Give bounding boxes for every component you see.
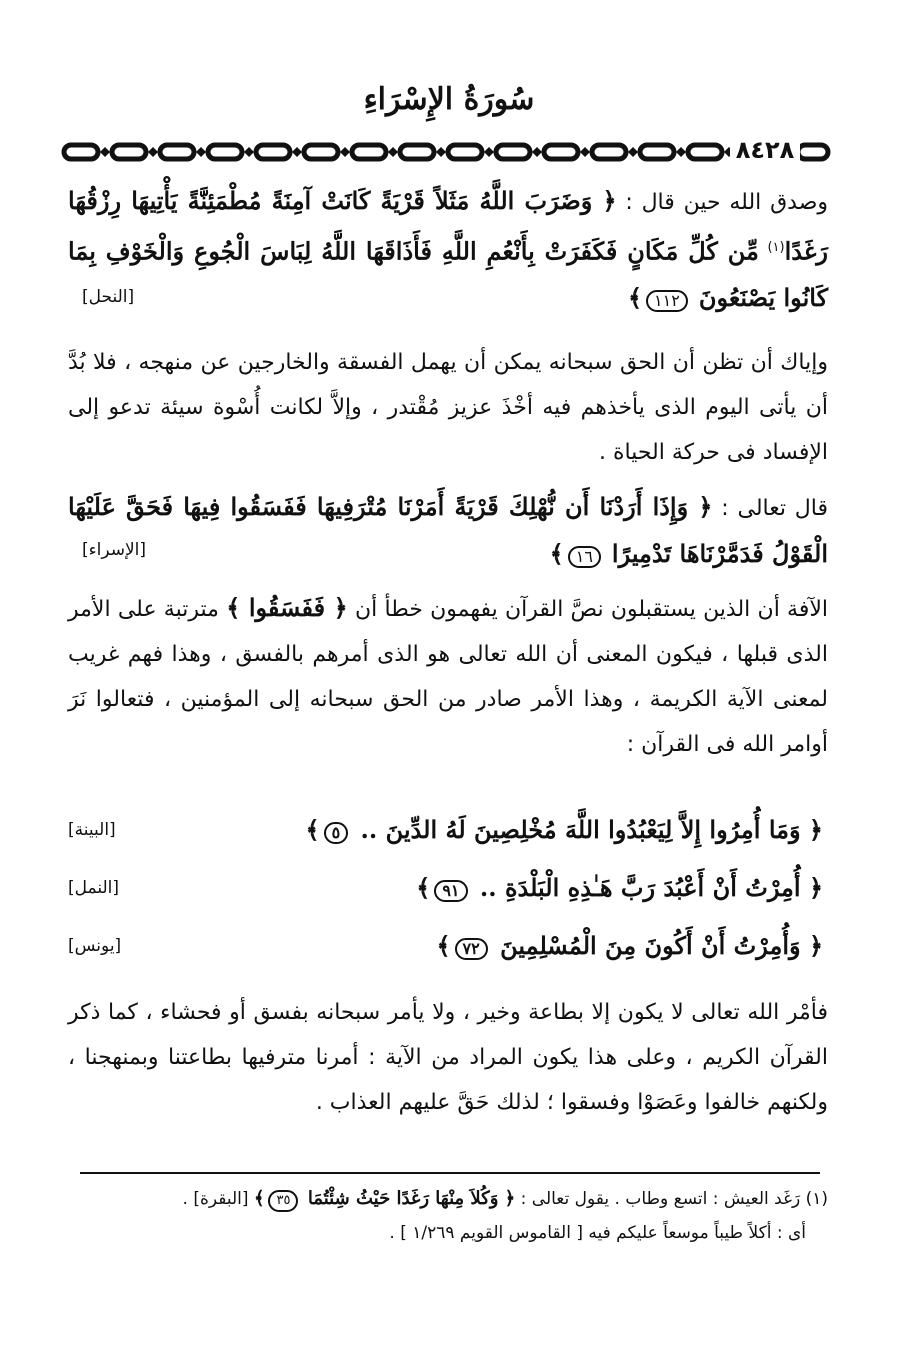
- verse-text-cont: مِّن كُلِّ مَكَانٍ فَكَفَرَتْ بِأَنْعُمِ اللَّهِ فَأَذَاقَهَا اللَّهُ لِبَاسَ الْجُوعِ وَالْخَوْفِ بِمَا كَانُوا يَصْنَعُونَ: [68, 236, 828, 313]
- para4-quote: ﴿ فَفَسَقُوا ﴾: [226, 593, 348, 622]
- verse-line-yunus: [68, 922, 823, 970]
- ayah-number: ٣٥: [268, 1190, 298, 1212]
- verse-text: ﴿ وَضَرَبَ اللَّهُ مَثَلاً قَرْيَةً كَانَتْ آمِنَةً مُطْمَئِنَّةً يَأْتِيهَا رِزْقُهَا رَغَدًا: [68, 186, 828, 266]
- lead-text: قال تعالى :: [721, 496, 828, 521]
- ayah-number: ٩١: [434, 880, 467, 902]
- footnote-separator: [80, 1172, 820, 1174]
- footnote-marker: (١): [767, 240, 785, 255]
- paragraph-quote-isra: [68, 484, 828, 578]
- surah-reference: [يونس]: [68, 936, 122, 956]
- verse-text: ﴿ وَأُمِرْتُ أَنْ أَكُونَ مِنَ الْمُسْلِمِينَ ٧٢﴾: [436, 931, 823, 960]
- verse-close: ﴾: [549, 539, 564, 568]
- surah-reference: [الإسراء]: [82, 540, 147, 560]
- surah-reference: [النمل]: [68, 878, 119, 898]
- footnote-line-1: (١) رَغَد العيش : اتسع وطاب . يقول تعالى : ﴿ وَكُلاَ مِنْهَا رَغَدًا حَيْثُ شِئْتُمَا ٣٥﴾ [البقرة] .: [68, 1182, 828, 1216]
- surah-title: سُورَةُ الإِسْرَاءِ: [363, 82, 535, 117]
- ornament-border: [60, 140, 832, 164]
- paragraph-2: وإياك أن تظن أن الحق سبحانه يمكن أن يهمل الفسقة والخارجين عن منهجه ، فلا بُدَّ أن يأتى اليوم الذى يأخذهم فيه أخْذَ عزيز مُقْتدر ، وإلاَّ لكانت أُسْوة سيئة تدعو إلى الإفساد فى حركة الحياة .: [68, 350, 828, 465]
- paragraph-quote-nahl: [68, 178, 828, 322]
- surah-reference: [النحل]: [82, 287, 135, 307]
- para4-text-a: الآفة أن الذين يستقبلون نصَّ القرآن يفهمون خطأ أن: [355, 597, 829, 622]
- verse-line-naml: [68, 864, 823, 912]
- para4-text-b: مترتبة على الأمر الذى قبلها ، فيكون المعنى أن الله تعالى هو الذى أمرهم بالفسق ، وهذا فهم غريب لمعنى الآية الكريمة ، وهذا الأمر صادر من الحق سبحانه إلى المؤمنين ، فتعالوا نَرَ أوامر الله فى القرآن :: [68, 597, 828, 757]
- verse-text: ﴿ وَمَا أُمِرُوا إِلاَّ لِيَعْبُدُوا اللَّهَ مُخْلِصِينَ لَهُ الدِّينَ .. ٥﴾: [305, 815, 823, 844]
- ayah-number: ١١٢: [646, 290, 688, 312]
- verse-line-bayyina: [68, 806, 823, 854]
- verse-text: ﴿ أُمِرْتُ أَنْ أَعْبُدَ رَبَّ هَـٰذِهِ الْبَلْدَةِ .. ٩١﴾: [416, 873, 823, 902]
- page-number: ٨٤٢٨: [730, 135, 800, 165]
- verse-close: ﴾: [627, 283, 643, 313]
- paragraph-4: [68, 585, 828, 767]
- paragraph-5: فأمْر الله تعالى لا يكون إلا بطاعة وخير ، ولا يأمر سبحانه بفسق أو فحشاء ، كما ذكر القرآن الكريم ، وعلى هذا يكون المراد من الآية : أمرنا مترفيها بطاعتنا وبمنهجنا ، ولكنهم خالفوا وعَصَوْا وفسقوا ؛ لذلك حَقَّ عليهم العذاب .: [68, 1000, 828, 1115]
- verse-text: ﴿ وَإِذَا أَرَدْنَا أَن نُّهْلِكَ قَرْيَةً أَمَرْنَا مُتْرَفِيهَا فَفَسَقُوا فِيهَا فَحَقَّ عَلَيْهَا الْقَوْلُ فَدَمَّرْنَاهَا تَدْمِيرًا: [68, 492, 828, 568]
- footnote-line-2: أى : أكلاً طيباً موسعاً عليكم فيه [ القاموس القويم ١/٢٦٩ ] .: [389, 1223, 806, 1243]
- footnote: [68, 1182, 828, 1250]
- ayah-number: ٧٢: [455, 938, 488, 960]
- ayah-number: ٥: [324, 822, 349, 844]
- surah-reference: [البينة]: [68, 820, 116, 840]
- ayah-number: ١٦: [568, 546, 601, 568]
- lead-text: وصدق الله حين قال :: [625, 190, 828, 215]
